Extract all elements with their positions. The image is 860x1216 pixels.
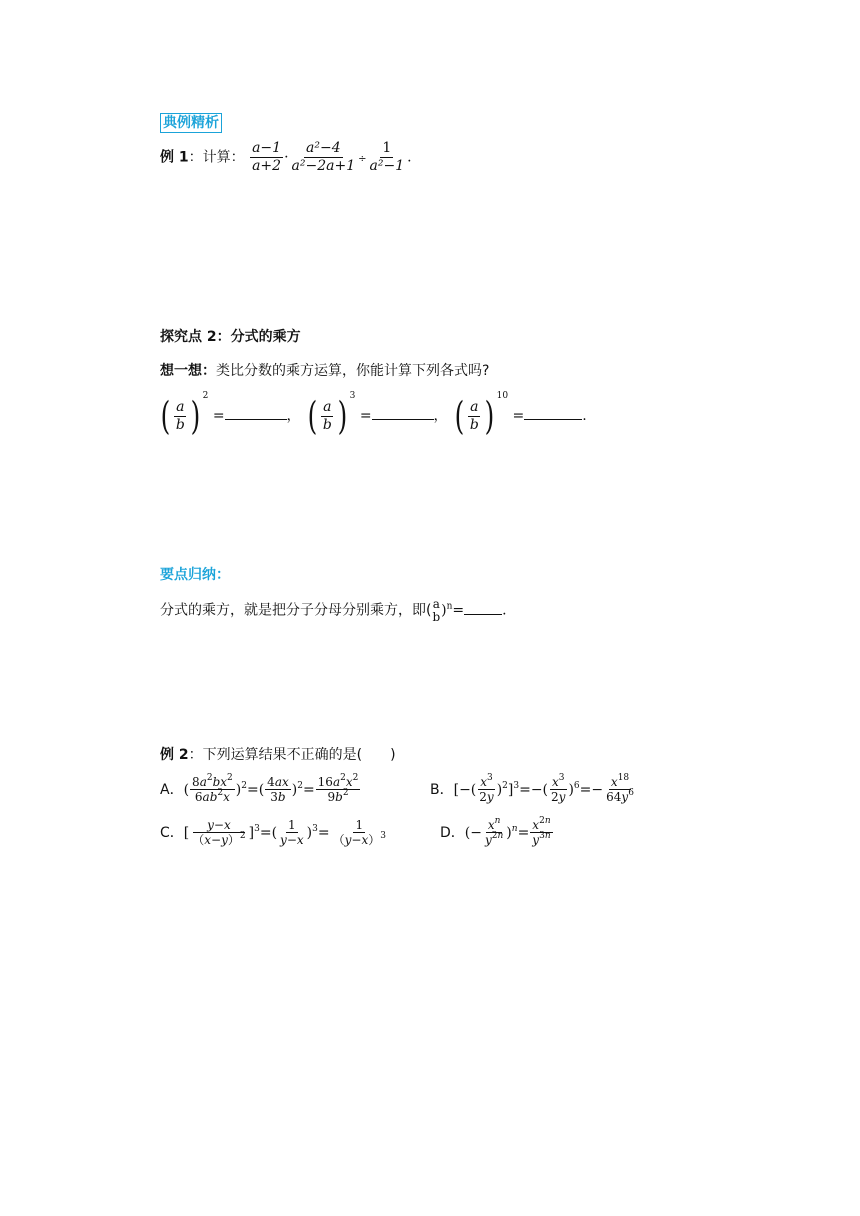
example-2: 例 2：下列运算结果不正确的是( ) — [160, 747, 396, 763]
summary-title: 要点归纳： — [160, 567, 230, 583]
example-2-label: 例 2 — [160, 747, 189, 763]
answer-blank-3[interactable] — [524, 419, 582, 420]
example-1: 例 1：计算： $\frac{a-1}{a+2}$ · $\frac{\text{a²−4}}{\text{a²−2a+1}}$ ÷ $\frac{1}{\text{a²−1}}$ . — [160, 140, 412, 174]
explore-title: 探究点 2：分式的乘方 — [160, 329, 301, 345]
option-c[interactable]: C．[ $\frac{y-x}{(x-y)^2}$ ]$^3$=( $\frac{1}{y-x}$ )$^3$= $\frac{1}{(y-x)^3}$ — [160, 818, 386, 848]
answer-blank-1[interactable] — [225, 419, 287, 420]
option-d[interactable]: D．(− $\frac{x^n}{y^{2n}}$ )$^n$= $\frac{x^{2n}}{y^{3n}}$ — [440, 816, 551, 848]
think-line: 想一想：类比分数的乘方运算，你能计算下列各式吗? — [160, 363, 490, 379]
fraction-1: $\frac{a-1}{a+2}$ — [252, 140, 282, 174]
section-heading: 典例精析 — [160, 112, 222, 132]
power-exercises: ( $\frac{a}{b}$ ) $^2$ = ， ( $\frac{a}{b}$ ) $^3$ = ， ( $\frac{a}{b}$ ) $^{10}$ = . — [160, 391, 587, 438]
summary-answer-blank[interactable] — [464, 614, 502, 615]
answer-blank-2[interactable] — [372, 419, 434, 420]
option-b[interactable]: B．[−( $\frac{x^3}{2y}$ )$^2$]$^3$=−( $\frac{x^3}{2y}$ )$^6$=− $\frac{x^{18}}{64y^6}$ — [430, 773, 634, 805]
example-1-label: 例 1 — [160, 149, 189, 166]
fraction-3: $\frac{1}{\text{a²−1}}$ — [369, 140, 405, 174]
option-a[interactable]: A．( $\frac{8a^2bx^2}{6ab^2x}$ )$^2$=( $\frac{4ax}{3b}$ )$^2$= $\frac{16a^2x^2}{9b^2}$ — [160, 773, 359, 805]
fraction-2: $\frac{\text{a²−4}}{\text{a²−2a+1}}$ — [291, 140, 356, 174]
summary-line: 分式的乘方，就是把分子分母分别乘方，即( a b )$^n$= . — [160, 597, 507, 624]
